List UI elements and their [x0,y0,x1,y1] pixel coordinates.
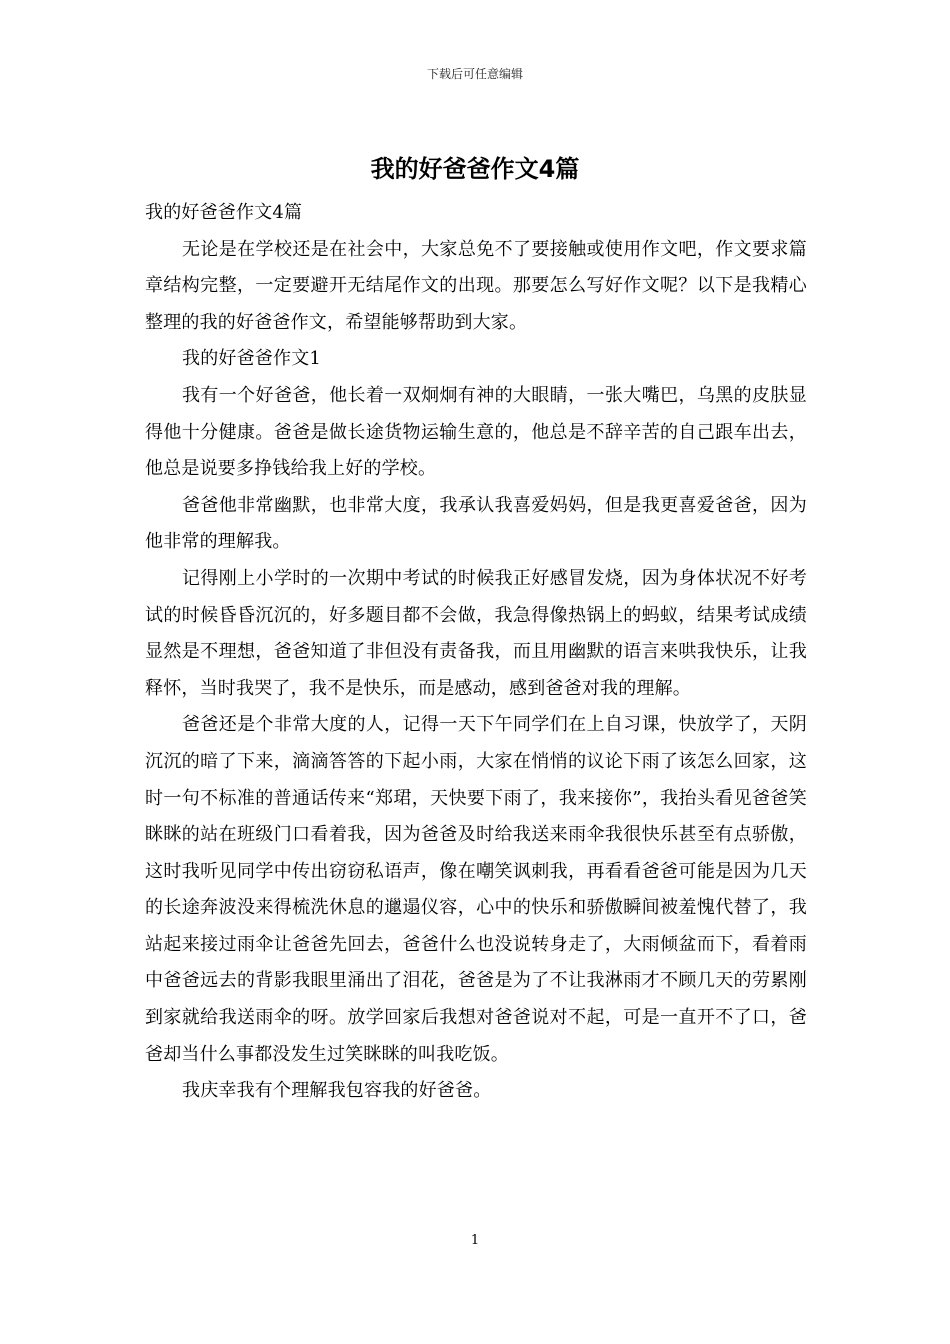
body-paragraph: 记得刚上小学时的一次期中考试的时候我正好感冒发烧，因为身体状况不好考试的时候昏昏沉沉的，好多题目都不会做，我急得像热锅上的蚂蚁，结果考试成绩显然是不理想，爸爸知道了非但没有责备我，而且用幽默的语言来哄我快乐，让我释怀，当时我哭了，我不是快乐，而是感动，感到爸爸对我的理解。 [145,567,807,699]
body-paragraph: 爸爸还是个非常大度的人，记得一天下午同学们在上自习课，快放学了，天阴沉沉的暗了下来，滴滴答答的下起小雨，大家在悄悄的议论下雨了该怎么回家，这时一句不标准的普通话传来“郑珺，天快要下雨了，我来接你”，我抬头看见爸爸笑眯眯的站在班级门口看着我，因为爸爸及时给我送来雨伞我很快乐甚至有点骄傲，这时我听见同学中传出窃窃私语声，像在嘲笑讽刺我，再看看爸爸可能是因为几天的长途奔波没来得梳洗休息的邋遢仪容，心中的快乐和骄傲瞬间被羞愧代替了，我站起来接过雨伞让爸爸先回去，爸爸什么也没说转身走了，大雨倾盆而下，看着雨中爸爸远去的背影我眼里涌出了泪花，爸爸是为了不让我淋雨才不顾几天的劳累刚到家就给我送雨伞的呀。放学回家后我想对爸爸说对不起，可是一直开不了口，爸爸却当什么事都没发生过笑眯眯的叫我吃饭。 [145,714,807,1065]
header-note: 下载后可任意编辑 [426,67,523,81]
document-body [145,195,807,1110]
body-paragraph: 爸爸他非常幽默，也非常大度，我承认我喜爱妈妈，但是我更喜爱爸爸，因为他非常的理解我。 [145,494,807,553]
body-paragraph: 我有一个好爸爸，他长着一双炯炯有神的大眼睛，一张大嘴巴，乌黑的皮肤显得他十分健康。爸爸是做长途货物运输生意的，他总是不辞辛苦的自己跟车出去，他总是说要多挣钱给我上好的学校。 [145,384,807,480]
body-paragraph: 我的好爸爸作文4篇 [145,202,303,223]
section-heading: 我的好爸爸作文1 [182,348,322,370]
body-paragraph: 无论是在学校还是在社会中，大家总免不了要接触或使用作文吧，作文要求篇章结构完整，一定要避开无结尾作文的出现。那要怎么写好作文呢？以下是我精心整理的我的好爸爸作文，希望能够帮助到大家。 [145,238,807,333]
body-paragraph: 我庆幸我有个理解我包容我的好爸爸。 [182,1080,492,1102]
document-title: 我的好爸爸作文4篇 [370,155,580,183]
page-number: 1 [470,1233,480,1248]
